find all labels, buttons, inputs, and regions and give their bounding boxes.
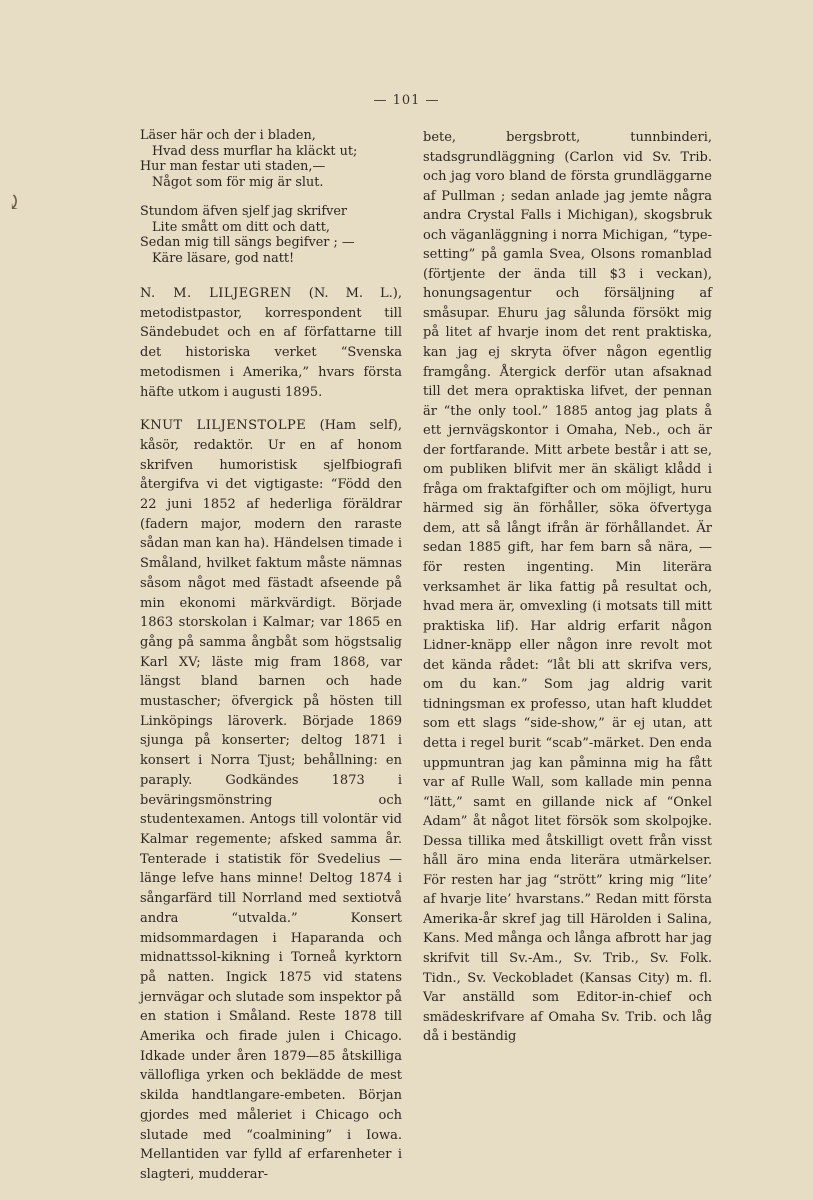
entry-liljegren bbox=[140, 284, 402, 402]
poem-stanza-1 bbox=[140, 128, 402, 190]
poem-line: Lite smått om ditt och datt, bbox=[152, 219, 330, 235]
entry-text: (N. M. L.), metodistpastor, korrespondent till Sändebudet och en af författarne till det historiska verket “Svenska metodismen i Amerika,” hvars första häfte utkom i augusti 1895. bbox=[140, 286, 402, 400]
poem-line: Stundom äfven sjelf jag skrifver bbox=[140, 204, 348, 219]
poem-line: Något som för mig är slut. bbox=[152, 174, 324, 190]
poem-line: Käre läsare, god natt! bbox=[152, 250, 295, 266]
entry-continuation: bete, bergsbrott, tunnbinderi, stadsgrundläggning (Carlon vid Sv. Trib. och jag voro bland de första grundläggarne af Pullman ; sedan anlade jag jemte några andra Crystal Falls i Michigan), skogsbruk och väganläggning i norra Michigan, “type-setting” på gamla Svea, Olsons romanblad (förtjente der ända till $3 i veckan), honungsagentur och försäljning af småsupar. Ehuru jag sålunda försökt mig på litet af hvarje inom det rent praktiska, kan jag ej skryta öfver någon egentlig framgång. Återgick derför utan afsaknad till det mera opraktiska lifvet, der pennan är “the only tool.” 1885 antog jag plats å ett jernvägskontor i Omaha, Neb., och är der fortfarande. Mitt arbete består i att se, om publiken blifvit mer än skäligt klådd i fråga om fraktafgifter och om möjligt, huru härmed sig än förhåller, söka öfvertyga dem, att så långt ifrån är förhållandet. Är sedan 1885 gift, har fem barn så nära, — för resten ingenting. Min literära verksamhet är lika fattig på resultat och, hvad mera är, omvexling (i motsats till mitt praktiska lif). Har aldrig erfarit någon Lidner-knäpp eller någon inre revolt mot det kända rådet: “låt bli att skrifva vers, om du kan.” Som jag aldrig varit tidningsman ex professo, utan haft kluddet som ett slags “side-show,” är ej utan, att detta i regel burit “scab”-märket. Den enda uppmuntran jag kan påminna mig ha fått var af Rulle Wall, som kallade min penna “lätt,” samt en gillande nick af “Onkel Adam” åt något litet försök som skolpojke. Dessa tillika med åtskilligt ovett från visst håll äro mina enda literära utmärkelser. För resten har jag “strött” kring mig “lite’ af hvarje lite’ hvarstans.” Redan mitt första Amerika-år skref jag till Härolden i Salina, Kans. Med många och långa afbrott har jag skrifvit till Sv.-Am., Sv. Trib., Sv. Folk. Tidn., Sv. Veckobladet (Kansas City) m. fl. Var anställd som Editor-in-chief och smädeskrifvare af Omaha Sv. Trib. och låg då i beständig bbox=[423, 130, 712, 1045]
right-column bbox=[423, 128, 712, 1061]
entry-name: KNUT LILJENSTOLPE bbox=[140, 418, 307, 434]
margin-mark-icon: ⤸ bbox=[6, 190, 23, 214]
poem-stanza-2 bbox=[140, 204, 402, 266]
entry-name: N. M. LILJEGREN bbox=[140, 286, 292, 301]
entry-text: (Ham self), kåsör, redaktör. Ur en af honom skrifven humoristisk sjelfbiografi återgifva vi det vigtigaste: “Född den 22 juni 1852 af hederliga föräldrar (fadern major, modern den raraste sådan man kan ha). Händelsen timade i Småland, hvilket faktum måste nämnas såsom något med fästadt afseende på min ekonomi märkvärdigt. Började 1863 storskolan i Kalmar; var 1865 en gång på samma ångbåt som högstsalig Karl XV; läste mig fram 1868, var längst bland barnen och hade mustascher; öfvergick på hösten till Linköpings läroverk. Började 1869 sjunga på konserter; deltog 1871 i konsert i Norra Tjust; behållning: en paraply. Godkändes 1873 i beväringsmönstring och studentexamen. Antogs till volontär vid Kalmar regemente; afsked samma år. Tenterade i statistik för Svedelius — länge lefve hans minne! Deltog 1874 i sångarfärd till Norrland med sextiotvå andra “utvalda.” Konsert midsommardagen i Haparanda och midnattssol-kikning i Torneå kyrktorn på natten. Ingick 1875 vid statens jernvägar och slutade som inspektor på en station i Småland. Reste 1878 till Amerika och firade julen i Chicago. Idkade under åren 1879—85 åtskilliga vällofliga yrken och beklädde de mest skilda handtlangare-embeten. Början gjordes med måleriet i Chicago och slutade med “coalmining” i Iowa. Mellantiden var fylld af erfarenheter i slagteri, mudderar- bbox=[140, 418, 402, 1182]
poem-line: Läser här och der i bladen, bbox=[140, 128, 316, 143]
poem-line: Sedan mig till sängs begifver ; — bbox=[140, 235, 355, 250]
entry-liljenstolpe bbox=[140, 416, 402, 1184]
page-number: — 101 — bbox=[373, 93, 440, 108]
poem-line: Hvad dess murflar ha kläckt ut; bbox=[152, 143, 358, 159]
left-column bbox=[140, 128, 402, 1199]
poem-line: Hur man festar uti staden,— bbox=[140, 159, 326, 174]
